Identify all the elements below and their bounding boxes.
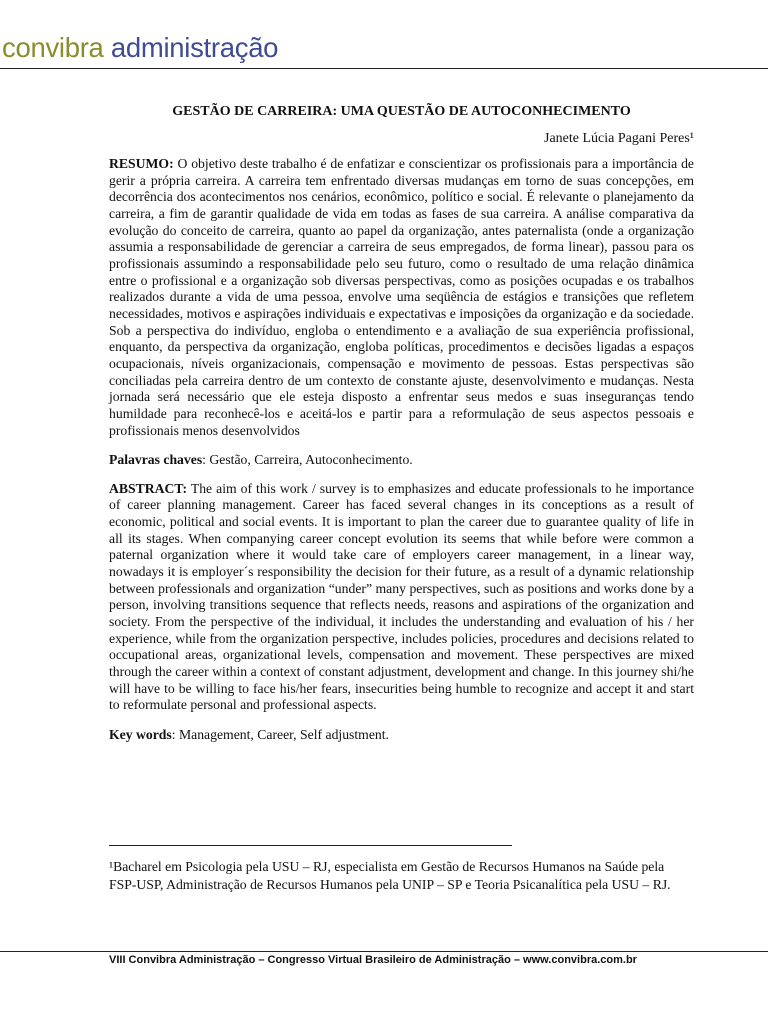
resumo-paragraph bbox=[109, 156, 694, 439]
header-divider bbox=[0, 68, 768, 69]
convibra-logo bbox=[2, 34, 278, 62]
footnote-divider bbox=[109, 845, 512, 846]
palavras-text: : Gestão, Carreira, Autoconhecimento. bbox=[202, 452, 413, 468]
palavras-chaves-line bbox=[109, 452, 694, 469]
page-header bbox=[0, 30, 768, 70]
keywords-line bbox=[109, 727, 694, 744]
abstract-label: ABSTRACT: bbox=[109, 480, 188, 496]
keywords-text: : Management, Career, Self adjustment. bbox=[171, 727, 389, 742]
footer-divider bbox=[0, 951, 768, 952]
footnote: ¹Bacharel em Psicologia pela USU – RJ, especialista em Gestão de Recursos Humanos na Saúde pela FSP-USP, Administração de Recursos Humanos pela UNIP – SP e Teoria Psicanalítica pela USU – RJ. bbox=[109, 859, 671, 892]
keywords-label: Key words bbox=[109, 727, 172, 742]
paper-title: GESTÃO DE CARREIRA: UMA QUESTÃO DE AUTOCONHECIMENTO bbox=[172, 104, 631, 119]
resumo-label: RESUMO: bbox=[109, 156, 174, 171]
page-footer: VIII Convibra Administração – Congresso Virtual Brasileiro de Administração – www.convibra.com.br bbox=[109, 954, 637, 966]
logo-convibra-text: convibra bbox=[2, 32, 104, 63]
logo-administracao-text: administração bbox=[110, 32, 279, 63]
resumo-text: O objetivo deste trabalho é de enfatizar e conscientizar os profissionais para a importância de gerir a própria carreira. A carreira tem enfrentado diversas mudanças em torno de suas concepções, em decorrência dos acontecimentos nos cenários, econômico, político e social. É relevante o planejamento da carreira, a fim de garantir qualidade de vida em todas as fases de sua carreira. A análise comparativa da evolução do conceito de carreira, quanto ao papel da organização, antes paternalista (onde a organização assumia a responsabilidade de gerenciar a carreira de seus empregados, de forma linear), passou para os profissionais assumindo a responsabilidade pelo seu futuro, como o resultado de uma relação dinâmica entre o profissional e a organização sob diversas perspectivas, como as posições ocupadas e os trabalhos realizados durante a vida de uma pessoa, envolve uma seqüência de estágios e transições que refletem necessidades, motivos e aspirações individuais e expectativas e imposições da organização e da sociedade. Sob a perspectiva do indivíduo, engloba o entendimento e a avaliação de sua experiência profissional, enquanto, da perspectiva da organização, engloba políticas, procedimentos e decisões ligadas a espaços ocupacionais, níveis organizacionais, compensação e movimento de pessoas. Estas perspectivas são conciliadas pela carreira dentro de um contexto de constante ajuste, desenvolvimento e mudanças. Nesta jornada será necessário que ele esteja disposto a enfrentar seus medos e suas inseguranças tendo humildade para reconhecê-los e aceitá-los e partir para a reformulação de seus aspectos pessoais e profissionais menos desenvolvidos bbox=[109, 156, 695, 438]
paper-body bbox=[109, 102, 694, 744]
author-line: Janete Lúcia Pagani Peres¹ bbox=[544, 131, 694, 146]
palavras-label: Palavras chaves bbox=[109, 452, 203, 468]
abstract-text: The aim of this work / survey is to emphasizes and educate professionals to he importance of career planning management. Career has faced several changes in its conceptions as a result of economic, political and social events. It is important to plan the career due to guarantee quality of life in all its stages. When companying career concept evolution its seems that while before were common a paternal organization where it would take care of employers career management, in a linear way, nowadays it is employer´s responsibility the decision for their future, as a result of a dynamic relationship between professionals and organization “under” many perspectives, such as positions and works done by a person, involving transitions sequence that reflects needs, reasons and aspirations of the organization and society. From the perspective of the individual, it includes the understanding and evaluation of his / her experience, while from the organization perspective, includes policies, procedures and decisions related to occupational areas, organizational levels, compensation and movement. These perspectives are mixed through the career within a context of constant adjustment, development and change. In this journey shi/he will have to be willing to face his/her fears, insecurities being humble to recognize and accept it and start to reformulate personal and professional aspects. bbox=[109, 480, 694, 713]
abstract-paragraph bbox=[109, 481, 694, 714]
